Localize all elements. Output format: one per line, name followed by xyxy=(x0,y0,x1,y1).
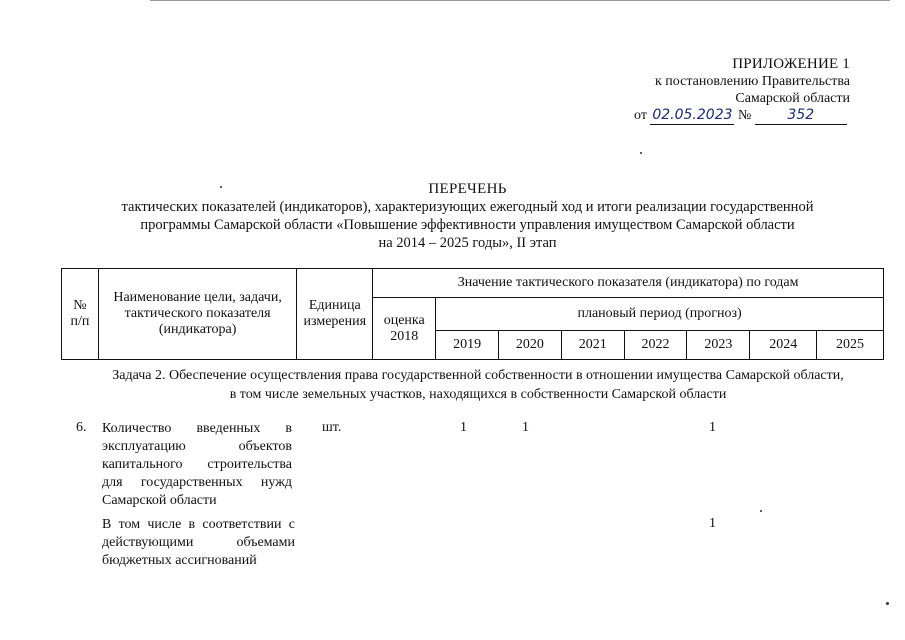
indicator-unit: шт. xyxy=(322,420,342,435)
task-heading xyxy=(68,366,888,404)
header-name-line2: тактического показателя xyxy=(124,306,271,321)
scan-speck xyxy=(760,510,762,512)
header-year: 2025 xyxy=(817,331,884,360)
value-2022: 1 xyxy=(709,420,716,435)
sub-value-2022: 1 xyxy=(709,516,716,531)
appendix-title: ПРИЛОЖЕНИЕ 1 xyxy=(732,56,850,72)
heading-line-3: на 2014 – 2025 годы», II этап xyxy=(378,235,557,251)
header-estimate-line1: оценка xyxy=(383,312,425,328)
header-year: 2021 xyxy=(561,331,624,360)
row-number: 6. xyxy=(76,420,87,435)
sub-indicator-name: В том числе в соответствии с действующими объемами бюджетных ассигнований xyxy=(102,517,295,568)
decree-date-number xyxy=(600,107,850,125)
number-label: № xyxy=(737,108,752,123)
heading-line-1: тактических показателей (индикаторов), характеризующих ежегодный ход и итоги реализации государственной xyxy=(121,199,814,215)
document-heading xyxy=(80,180,855,252)
header-unit-line1: Единица xyxy=(308,298,361,313)
header-name xyxy=(98,269,296,360)
appendix-block xyxy=(600,56,850,125)
header-year: 2023 xyxy=(687,331,750,360)
header-num xyxy=(62,269,99,360)
appendix-line-decree: к постановлению Правительства xyxy=(654,74,850,89)
scan-speck xyxy=(220,186,222,188)
handwritten-date: 02.05.2023 xyxy=(652,107,733,123)
scan-speck xyxy=(640,152,642,154)
appendix-line-region: Самарской области xyxy=(735,91,850,106)
value-2018: 1 xyxy=(460,420,467,435)
task-line-1: Задача 2. Обеспечение осуществления права государственной собственности в отношении имущества Самарской области, xyxy=(112,368,844,383)
handwritten-number: 352 xyxy=(755,107,847,125)
value-2019: 1 xyxy=(522,420,529,435)
heading-title: ПЕРЕЧЕНЬ xyxy=(428,181,507,197)
heading-line-2: программы Самарской области «Повышение эффективности управления имуществом Самарской области xyxy=(140,217,795,233)
indicators-table-header xyxy=(61,268,884,360)
header-unit-line2: измерения xyxy=(303,314,367,329)
header-plan-period: плановый период (прогноз) xyxy=(436,298,884,331)
header-year: 2022 xyxy=(624,331,687,360)
header-year: 2024 xyxy=(750,331,817,360)
header-year: 2019 xyxy=(436,331,499,360)
header-unit xyxy=(297,269,373,360)
scan-speck xyxy=(886,602,889,605)
header-name-line1: Наименование цели, задачи, xyxy=(113,290,282,305)
header-year: 2020 xyxy=(498,331,561,360)
header-values: Значение тактического показателя (индикатора) по годам xyxy=(373,269,884,298)
task-line-2: в том числе земельных участков, находящихся в собственности Самарской области xyxy=(229,387,727,402)
from-label: от xyxy=(634,108,647,123)
scan-top-edge xyxy=(150,0,890,1)
header-num-line2: п/п xyxy=(70,314,90,329)
header-estimate xyxy=(373,298,436,360)
header-num-line1: № xyxy=(73,298,87,313)
header-name-line3: (индикатора) xyxy=(158,322,237,337)
indicator-name: Количество введенных в эксплуатацию объектов капитального строительства для государственных нужд Самарской области xyxy=(102,421,292,508)
header-estimate-line2: 2018 xyxy=(390,328,419,344)
